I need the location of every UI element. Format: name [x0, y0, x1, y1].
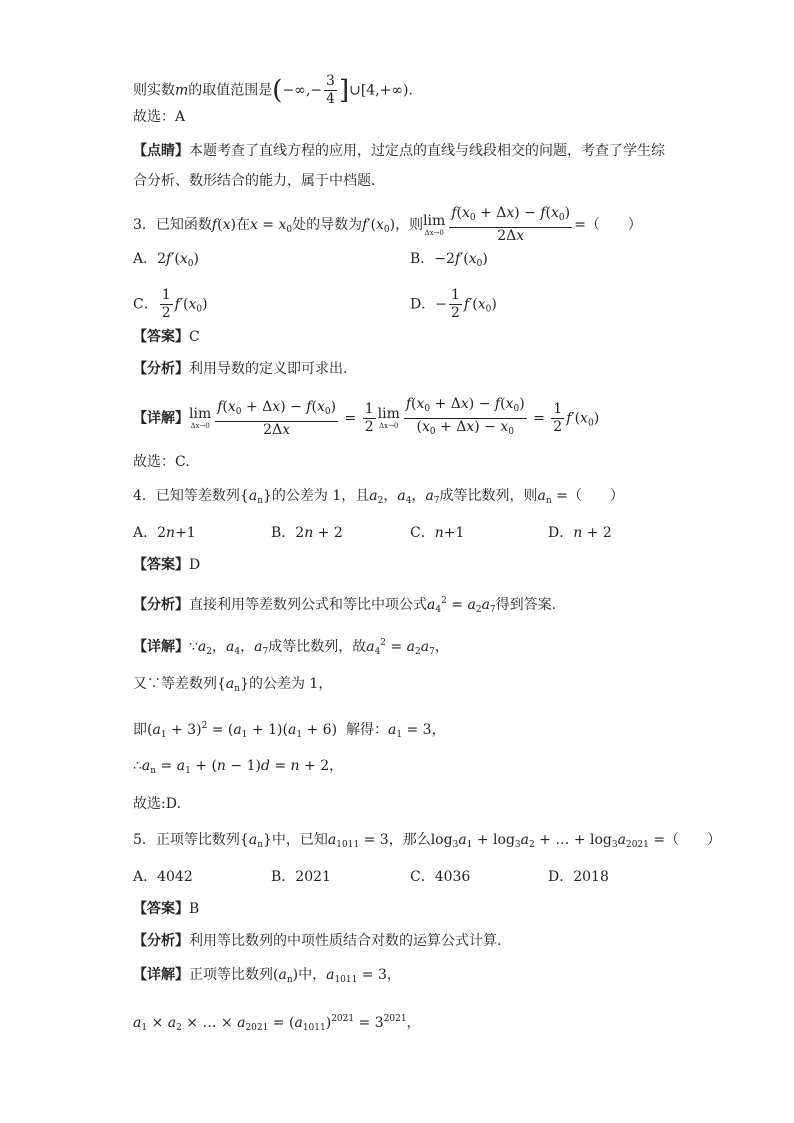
remark-tag: 【点睛】 [133, 143, 189, 159]
q4-answer [133, 555, 200, 575]
answer-value: C [189, 329, 200, 345]
remark-text: 本题考查了直线方程的应用，过定点的直线与线段相交的问题，考查了学生综 [189, 143, 665, 159]
question-5-stem: 5．正项等比数列$\{a_n\}$中，已知$a_{1011} = 3$，那么$\log_3a_1 + \log_3a_2$ + … + $\log_3a_{2021}$ =（ ） [133, 832, 722, 850]
q4-detail-3: 即$(a_1 + 3)^2 = (a_1 + 1)(a_1 + 6)$ 解得：$a_1 = 3$， [133, 721, 446, 740]
q4-option-b: B．2n + 2 [271, 525, 343, 541]
q3-analysis [133, 359, 347, 379]
q4-detail-4: $\therefore a_n = a_1 + (n - 1)d = n + 2$， [133, 758, 344, 776]
analysis-text: 利用等比数列的中项性质结合对数的运算公式计算. [189, 933, 502, 949]
remark-line-2: 合分析、数形结合的能力，属于中档题. [133, 173, 376, 189]
q4-option-c: C．n+1 [410, 525, 465, 541]
q3-option-b: B．$-2f'(x_0)$ [410, 251, 488, 269]
q3-option-d: D．− $\frac{1}{2}$ $f'(x_0)$ [410, 287, 497, 321]
analysis-tag: 【分析】 [133, 933, 189, 949]
range-conclusion: 则实数m的取值范围是(−∞,− $\frac{3}{4}$ ]∪[4,+∞)． [133, 73, 423, 107]
q5-option-a: A．4042 [133, 869, 193, 885]
q4-option-a: A．2n+1 [133, 525, 196, 541]
q5-analysis [133, 931, 501, 951]
answer-tag: 【答案】 [133, 901, 189, 917]
q3-option-c: C． $\frac{1}{2}$ $f'(x_0)$ [133, 287, 208, 321]
answer-tag: 【答案】 [133, 329, 189, 345]
detail-tag: 【详解】 [133, 410, 189, 427]
q3-detail: 【详解】 lim Δx→0 $\frac{f(x_0 + \Delta x) - f(x_0)}{2\Delta x}$ = $\frac{1}{2}$ lim Δx→0 $\frac{f(x_0 + \Delta x) - f(x_0)}{(x_0 + \Delta x) - x_0}$ = $\frac{1}{2}$ $f'(x_0)$ [133, 396, 600, 438]
analysis-text: 利用导数的定义即可求出. [189, 361, 348, 377]
q5-detail-1: 【详解】正项等比数列$(a_n)$中，$a_{1011} = 3$， [133, 967, 401, 985]
analysis-tag: 【分析】 [133, 597, 189, 613]
q5-option-d: D．2018 [548, 869, 609, 885]
q5-option-b: B．2021 [271, 869, 331, 885]
q4-select: 故选:D. [133, 796, 181, 812]
question-3-stem: 3．已知函数f(x)在$x = x_0$处的导数为$f'(x_0)$，则 lim Δx→0 $\frac{f(x_0 + \Delta x) - f(x_0)}{2\Delta x}$ =（ ） [133, 205, 642, 244]
remark-line-1 [133, 141, 665, 161]
q3-option-a: A．$2f'(x_0)$ [133, 251, 199, 269]
detail-tag: 【详解】 [133, 967, 189, 983]
answer-value: B [189, 901, 200, 917]
q4-detail-1: 【详解】$\because a_2$，$a_4$，$a_7$成等比数列，故$a_4^2 = a_2a_7$， [133, 638, 449, 657]
question-4-stem: 4．已知等差数列$\{a_n\}$的公差为 1，且$a_2$，$a_4$，$a_7$成等比数列，则$a_n$ =（ ） [133, 488, 624, 506]
q5-answer [133, 899, 199, 919]
q4-analysis: 【分析】直接利用等差数列公式和等比中项公式$a_4^2 = a_2a_7$得到答案. [133, 596, 557, 615]
q5-option-c: C．4036 [410, 869, 471, 885]
q5-detail-2: $a_1 \times a_2$ × … × $a_{2021} = (a_{1011})^{2021} = 3^{2021}$， [133, 1014, 421, 1033]
q3-answer [133, 327, 200, 347]
answer-tag: 【答案】 [133, 557, 189, 573]
analysis-tag: 【分析】 [133, 361, 189, 377]
q4-detail-2: 又∵等差数列$\{a_n\}$的公差为 1， [133, 676, 333, 694]
answer-value: D [189, 557, 201, 573]
q3-select: 故选：C. [133, 454, 190, 470]
q4-option-d: D．n + 2 [548, 525, 612, 541]
answer-select-a: 故选：A [133, 109, 186, 125]
detail-tag: 【详解】 [133, 639, 189, 655]
